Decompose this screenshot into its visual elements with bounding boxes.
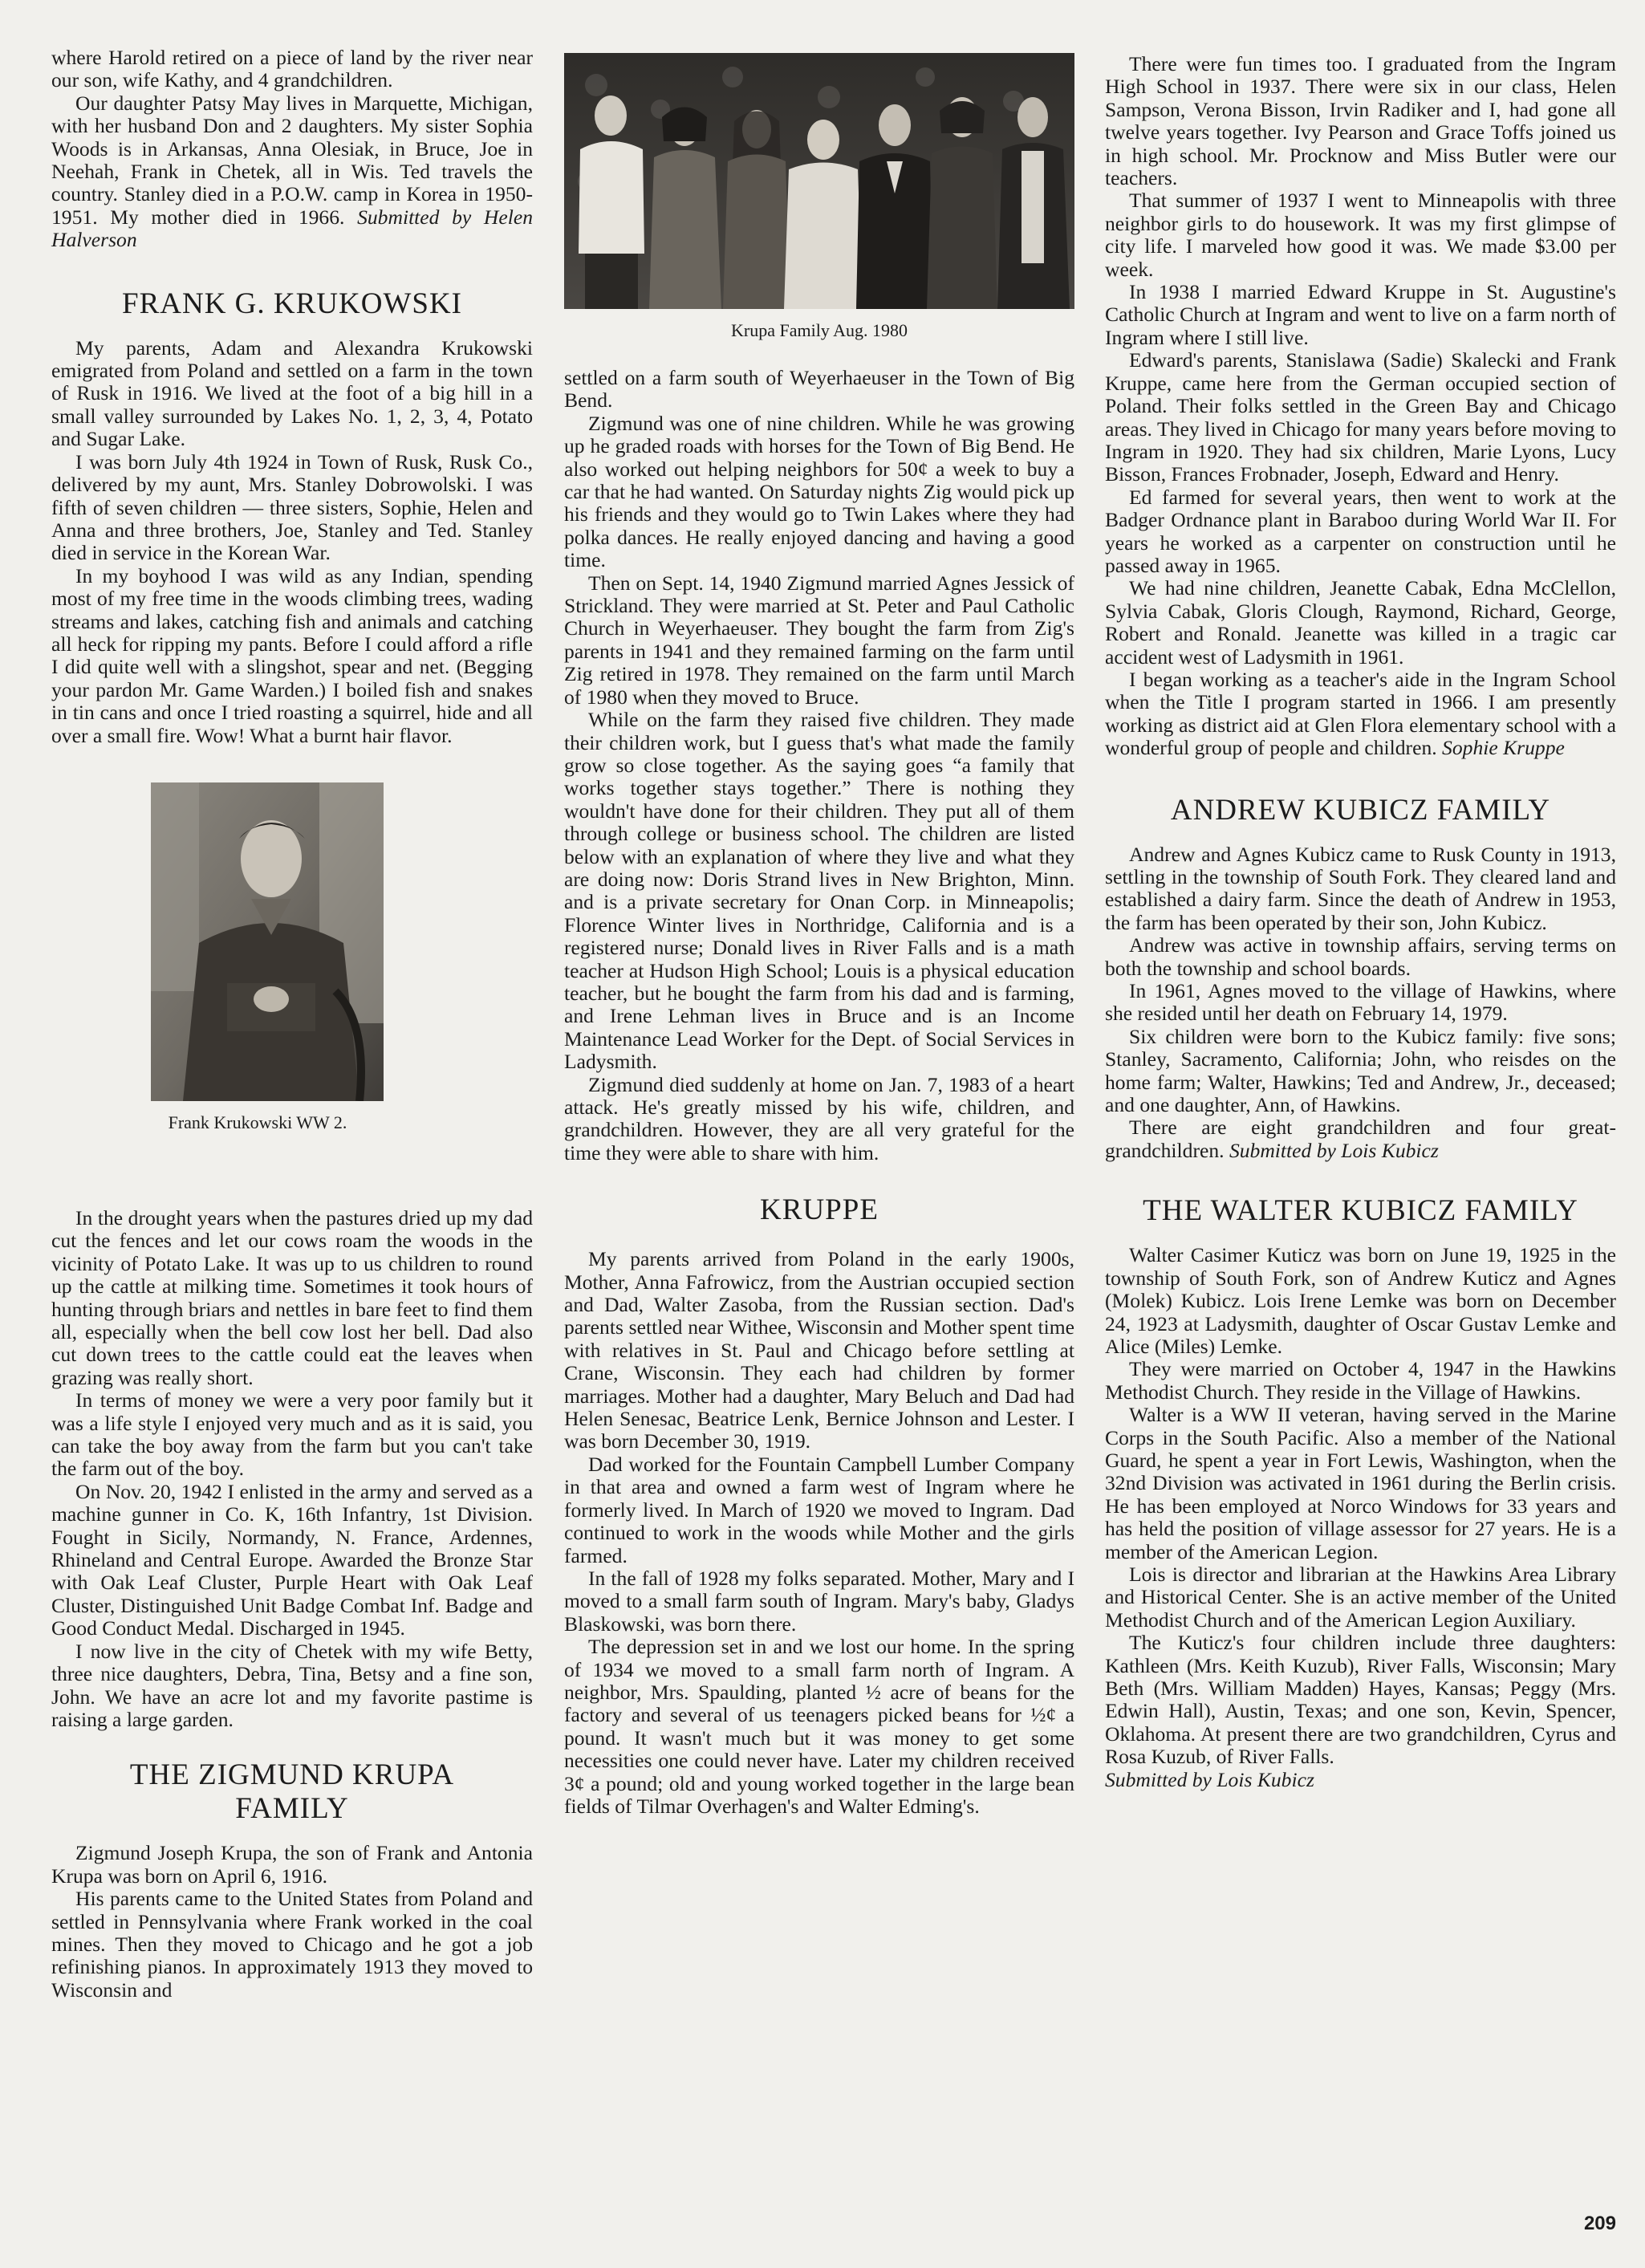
paragraph: settled on a farm south of Weyerhaeuser in the Town of Big Bend. (564, 366, 1074, 413)
column-2 (564, 53, 1074, 1818)
paragraph: Zigmund was one of nine children. While he was growing up he graded roads with horses for the Town of Big Bend. He also worked out helping neighbors for 50¢ a week to buy a car that he had wanted. On Saturday nights Zig would pick up his friends and they would go to Twin Lakes where they had polka dances. He really enjoyed dancing and having a good time. (564, 411, 1074, 572)
paragraph: Edward's parents, Stanislawa (Sadie) Skalecki and Frank Kruppe, came here from the German occupied section of Poland. Their folks settled in the Green Bay and Chicago areas. They lived in Chicago for many years before moving to Ingram in 1920. They had six children, Marie Lyons, Lucy Bisson, Frances Frobnader, Joseph, Edward and Henry. (1105, 348, 1616, 486)
paragraph: In my boyhood I was wild as any Indian, spending most of my free time in the woods climbing trees, wading streams and lakes, catching fish and animals and catching all heck for ripping my pants. Before I could afford a rifle I did quite well with a slingshot, spear and net. (Begging your pardon Mr. Game Warden.) I boiled fish and snakes in tin cans and once I tried roasting a squirrel, hide and all over a small fire. Wow! What a burnt hair flavor. (51, 563, 533, 747)
family-group-image (564, 53, 1074, 309)
figure-frank-krukowski (151, 782, 384, 1133)
paragraph (1105, 669, 1616, 760)
heading-frank-krukowski: FRANK G. KRUKOWSKI (122, 287, 462, 320)
signature-line (1105, 1769, 1616, 1791)
soldier-portrait-image (151, 782, 384, 1101)
paragraph: That summer of 1937 I went to Minneapolis with three neighbor girls to do housework. It was my first glimpse of city life. I marveled how good it was. We made $3.00 per week. (1105, 189, 1616, 281)
paragraph: My parents arrived from Poland in the early 1900s, Mother, Anna Fafrowicz, from the Austrian occupied section and Dad, Walter Zasoba, from the Russian section. Dad's parents settled near Withee, Wisconsin and Mother spent time with relatives in St. Paul and Chicago before settling at Crane, Wisconsin. They each had children by former marriages. Mother had a daughter, Mary Beluch and Dad had Helen Senesac, Beatrice Lenk, Bernice Johnson and Lester. I was born December 30, 1919. (564, 1247, 1074, 1453)
heading-walter-kubicz: THE WALTER KUBICZ FAMILY (1143, 1194, 1578, 1228)
signature: Sophie Kruppe (1442, 736, 1565, 760)
photo-caption: Krupa Family Aug. 1980 (731, 320, 908, 340)
paragraph: I now live in the city of Chetek with my wife Betty, three nice daughters, Debra, Tina, Betsy and a fine son, John. We have an acre lot and my favorite pastime is raising a large garden. (51, 1639, 533, 1731)
paragraph: In terms of money we were a very poor family but it was a life style I enjoyed very much and as it is said, you can take the boy away from the farm but you can't take the farm out of the boy. (51, 1388, 533, 1481)
signature: Submitted by Lois Kubicz (1229, 1138, 1439, 1162)
paragraph: My parents, Adam and Alexandra Krukowski emigrated from Poland and settled on a farm in the town of Rusk in 1916. We lived at the foot of a big hill in a small valley surrounded by Lakes No. 1, 2, 3, 4, Potato and Sugar Lake. (51, 335, 533, 451)
column-1 (51, 47, 533, 2002)
photo-caption: Frank Krukowski WW 2. (168, 1112, 347, 1132)
paragraph: We had nine children, Jeanette Cabak, Edna McClellon, Sylvia Cabak, Gloris Clough, Raymond, Richard, George, Robert and Ronald. Jeanette was killed in a tragic car accident west of Ladysmith in 1961. (1105, 576, 1616, 669)
paragraph: Lois is director and librarian at the Hawkins Area Library and Historical Center. She is an active member of the United Methodist Church and of the American Legion Auxiliary. (1105, 1562, 1616, 1632)
column-3 (1105, 53, 1616, 1791)
paragraph: Andrew and Agnes Kubicz came to Rusk County in 1913, settling in the township of South Fork. They cleared land and established a dairy farm. Since the death of Andrew in 1953, the farm has been operated by their son, John Kubicz. (1105, 842, 1616, 934)
paragraph-text: I began working as a teacher's aide in the Ingram School when the Title I program started in 1966. I am presently working as district aid at Glen Flora elementary school with a wonderful group of people and children. (1105, 667, 1616, 760)
paragraph: His parents came to the United States from Poland and settled in Pennsylvania where Frank worked in the coal mines. Then they moved to Chicago and he got a job refinishing pianos. In approximately 1913 they moved to Wisconsin and (51, 1887, 533, 2002)
page-number: 209 (1583, 2213, 1616, 2234)
paragraph: In the fall of 1928 my folks separated. Mother, Mary and I moved to a small farm south of Ingram. Mary's baby, Gladys Blaskowski, was born there. (564, 1566, 1074, 1636)
paragraph: While on the farm they raised five children. They made their children work, but I guess that's what made the family grow so close together. As the saying goes “a family that works together stays together.” There is nothing they wouldn't have done for their children. They put all of them through college or business school. The children are listed below with an explanation of where they live and what they are doing now: Doris Strand lives in New Brighton, Minn. and is a private secretary for Onan Corp. in Minneapolis; Florence Winter lives in Northridge, California and is a registered nurse; Donald lives in River Falls and is a math teacher at Hudson High School; Louis is a physical education teacher, but he bought the farm from his dad and is farming, and Irene Lehman lives in Bruce and is an Income Maintenance Lead Worker for the Dept. of Social Services in Ladysmith. (564, 708, 1074, 1074)
signature: Submitted by Helen Halverson (51, 205, 533, 252)
paragraph: There were fun times too. I graduated from the Ingram High School in 1937. There were six in our class, Helen Sampson, Verona Bisson, Irvin Radiker and I, had gone all twelve years together. Ivy Pearson and Grace Toffs joined us in high school. Mr. Procknow and Miss Butler were our teachers. (1105, 52, 1616, 190)
figure-krupa-family (564, 53, 1074, 341)
paragraph: Dad worked for the Fountain Campbell Lumber Company in that area and owned a farm west of Ingram where he formerly lived. In March of 1920 we moved to Ingram. Dad continued to work in the woods while Mother and the girls farmed. (564, 1452, 1074, 1567)
paragraph: They were married on October 4, 1947 in the Hawkins Methodist Church. They reside in the Village of Hawkins. (1105, 1357, 1616, 1404)
paragraph: Zigmund died suddenly at home on Jan. 7, 1983 of a heart attack. He's greatly missed by his wife, children, and grandchildren. However, they are all very grateful for the time they were able to share with him. (564, 1072, 1074, 1164)
paragraph: The depression set in and we lost our home. In the spring of 1934 we moved to a small farm north of Ingram. A neighbor, Mrs. Spaulding, planted ½ acre of beans for the factory and several of us teenagers picked beans for ½¢ a pound. It wasn't much but it was money to get some necessities one could never have. Later my children received 3¢ a pound; old and young worked together in the large bean fields of Tilmar Overhagen's and Walter Edming's. (564, 1635, 1074, 1818)
paragraph-text: There are eight grandchildren and four great-grandchildren. (1105, 1116, 1616, 1162)
paragraph: In 1961, Agnes moved to the village of Hawkins, where she resided until her death on February 14, 1979. (1105, 979, 1616, 1026)
paragraph: In the drought years when the pastures dried up my dad cut the fences and let our cows roam the woods in the vicinity of Potato Lake. It was up to us children to round up the cattle at milking time. Sometimes it took hours of hunting through briars and nettles in bare feet to find them all, especially when the bell cow lost her bell. Dad also cut down trees to the cattle could eat the leaves when grazing was really short. (51, 1205, 533, 1389)
paragraph: In 1938 I married Edward Kruppe in St. Augustine's Catholic Church at Ingram and went to live on a farm north of Ingram where I still live. (1105, 280, 1616, 349)
heading-zigmund-krupa: THE ZIGMUND KRUPA FAMILY (129, 1758, 455, 1826)
paragraph-text: Our daughter Patsy May lives in Marquette, Michigan, with her husband Don and 2 daughters. My sister Sophia Woods is in Arkansas, Anna Olesiak, in Bruce, Joe in Neehah, Frank in Chetek, all in Wis. Ted travels the country. Stanley died in a P.O.W. camp in Korea in 1950-1951. My mother died in 1966. (51, 91, 533, 229)
paragraph (1105, 1116, 1616, 1162)
paragraph: Walter Casimer Kuticz was born on June 19, 1925 in the township of South Fork, son of Andrew Kuticz and Agnes (Molek) Kubicz. Lois Irene Lemke was born on December 24, 1923 at Ladysmith, daughter of Oscar Gustav Lemke and Alice (Miles) Lemke. (1105, 1243, 1616, 1358)
paragraph: Andrew was active in township affairs, serving terms on both the township and school boards. (1105, 933, 1616, 980)
paragraph: Walter is a WW II veteran, having served in the Marine Corps in the South Pacific. Also a member of the National Guard, he spent a year in Fort Lewis, Washington, when the 32nd Division was activated in 1961 during the Berlin crisis. He has been employed at Norco Windows for 33 years and has held the position of village assessor for 27 years. He is a member of the American Legion. (1105, 1403, 1616, 1563)
photo-frank-krukowski (151, 782, 384, 1101)
heading-andrew-kubicz: ANDREW KUBICZ FAMILY (1170, 793, 1551, 827)
paragraph: where Harold retired on a piece of land by the river near our son, wife Kathy, and 4 grandchildren. (51, 46, 533, 92)
paragraph: Then on Sept. 14, 1940 Zigmund married Agnes Jessick of Strickland. They were married at St. Peter and Paul Catholic Church in Weyerhaeuser. They bought the farm from Zig's parents in 1941 and they remained farming on the farm until Zig retired in 1978. They remained on the farm until March of 1980 when they moved to Bruce. (564, 571, 1074, 709)
paragraph: Zigmund Joseph Krupa, the son of Frank and Antonia Krupa was born on April 6, 1916. (51, 1841, 533, 1888)
heading-kruppe: KRUPPE (760, 1193, 879, 1227)
signature: Submitted by Lois Kubicz (1105, 1767, 1314, 1791)
paragraph: Ed farmed for several years, then went to work at the Badger Ordnance plant in Baraboo during World War II. For years he worked as a carpenter on construction until he passed away in 1965. (1105, 485, 1616, 577)
paragraph: The Kuticz's four children include three daughters: Kathleen (Mrs. Keith Kuzub), River Falls, Wisconsin; Mary Beth (Mrs. William Madden) Hayes, Kansas; Peggy (Mrs. Edwin Hall), Austin, Texas; and one son, Kevin, Spencer, Oklahoma. At present there are two grandchildren, Cyrus and Rosa Kuzub, of River Falls. (1105, 1631, 1616, 1769)
photo-krupa-family (564, 53, 1074, 309)
paragraph: Six children were born to the Kubicz family: five sons; Stanley, Sacramento, California; John, who reisdes on the home farm; Walter, Hawkins; Ted and Andrew, Jr., deceased; and one daughter, Ann, of Hawkins. (1105, 1024, 1616, 1117)
paragraph (51, 92, 533, 252)
paragraph: I was born July 4th 1924 in Town of Rusk, Rusk Co., delivered by my aunt, Mrs. Stanley Dobrowolski. I was fifth of seven children — three sisters, Sophie, Helen and Anna and three brothers, Joe, Stanley and Ted. Stanley died in service in the Korean War. (51, 449, 533, 565)
paragraph: On Nov. 20, 1942 I enlisted in the army and served as a machine gunner in Co. K, 16th Infantry, 1st Division. Fought in Sicily, Normandy, N. France, Ardennes, Rhineland and Central Europe. Awarded the Bronze Star with Oak Leaf Cluster, Purple Heart with Oak Leaf Cluster, Distinguished Unit Badge Combat Inf. Badge and Good Conduct Medal. Discharged in 1945. (51, 1479, 533, 1640)
